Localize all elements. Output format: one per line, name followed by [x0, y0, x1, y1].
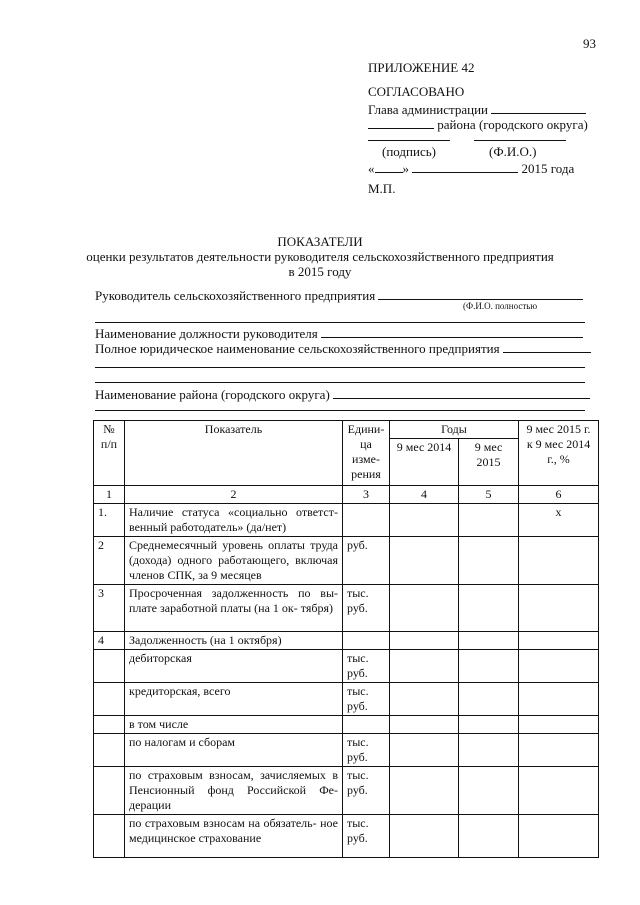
row-unit: тыс. руб. — [343, 585, 390, 632]
table-row — [94, 585, 599, 632]
row-indicator: Среднемесячный уровень оплаты труда (дохода) одного работающего, включая членов СПК, за 9 месяцев — [125, 537, 343, 585]
row-unit: тыс. руб. — [343, 767, 390, 815]
table-row — [94, 632, 599, 650]
page-number: 93 — [583, 36, 596, 51]
header-2014: 9 мес 2014 — [390, 439, 459, 486]
row-indicator: Наличие статуса «социально ответст- венный работодатель» (да/нет) — [125, 504, 343, 537]
row-ratio[interactable] — [519, 632, 599, 650]
date-close-quote: » — [402, 161, 409, 176]
district-line — [368, 116, 588, 133]
doc-title: ПОКАЗАТЕЛИ — [277, 234, 363, 249]
legal-name-rule-1[interactable] — [95, 367, 585, 368]
row-unit: тыс. руб. — [343, 683, 390, 716]
table-row — [94, 650, 599, 683]
row-indicator: Задолженность (на 1 октября) — [125, 632, 343, 650]
row-ratio: х — [519, 504, 599, 537]
legal-name-field — [95, 340, 591, 357]
col-number: 6 — [519, 486, 599, 504]
table-row — [94, 767, 599, 815]
month-blank[interactable] — [412, 160, 518, 173]
indicators-table — [93, 420, 599, 858]
fio-hint: (Ф.И.О. полностью — [463, 301, 538, 311]
row-value-2015[interactable] — [459, 585, 519, 632]
row-value-2015[interactable] — [459, 650, 519, 683]
row-indicator: дебиторская — [125, 650, 343, 683]
row-indicator: Просроченная задолженность по вы- плате заработной платы (на 1 ок- тября) — [125, 585, 343, 632]
row-value-2014[interactable] — [390, 632, 459, 650]
row-num: 4 — [94, 632, 125, 650]
row-value-2015[interactable] — [459, 632, 519, 650]
row-value-2015[interactable] — [459, 716, 519, 734]
row-value-2014[interactable] — [390, 815, 459, 858]
fio-caption: (Ф.И.О.) — [489, 144, 537, 159]
row-unit: тыс. руб. — [343, 650, 390, 683]
head-admin-blank[interactable] — [491, 101, 586, 114]
doc-subtitle: оценки результатов деятельности руководителя сельскохозяйственного предприятия — [86, 249, 554, 264]
signature-rule[interactable] — [368, 140, 450, 141]
row-indicator: по страховым взносам на обязатель- ное медицинское страхование — [125, 815, 343, 858]
row-value-2014[interactable] — [390, 650, 459, 683]
col-number: 4 — [390, 486, 459, 504]
row-num — [94, 716, 125, 734]
row-value-2014[interactable] — [390, 716, 459, 734]
row-value-2015[interactable] — [459, 683, 519, 716]
row-num — [94, 650, 125, 683]
row-value-2014[interactable] — [390, 537, 459, 585]
row-value-2014[interactable] — [390, 504, 459, 537]
row-ratio[interactable] — [519, 585, 599, 632]
head-field-blank[interactable] — [378, 287, 583, 300]
approved-label: СОГЛАСОВАНО — [368, 84, 465, 99]
row-num: 1. — [94, 504, 125, 537]
row-value-2015[interactable] — [459, 504, 519, 537]
row-value-2015[interactable] — [459, 815, 519, 858]
col-number: 5 — [459, 486, 519, 504]
row-unit: тыс. руб. — [343, 815, 390, 858]
table-row — [94, 734, 599, 767]
district-field-rule[interactable] — [95, 410, 585, 411]
legal-name-blank[interactable] — [503, 340, 591, 353]
row-ratio[interactable] — [519, 683, 599, 716]
date-line — [368, 160, 574, 177]
row-ratio[interactable] — [519, 767, 599, 815]
appendix-label: ПРИЛОЖЕНИЕ 42 — [368, 60, 475, 75]
position-field-label: Наименование должности руководителя — [95, 326, 318, 341]
header-num: № п/п — [94, 421, 125, 486]
district-field-label: Наименование района (городского округа) — [95, 387, 330, 402]
legal-name-rule-2[interactable] — [95, 382, 585, 383]
stamp-label: М.П. — [368, 181, 396, 196]
day-blank[interactable] — [375, 160, 403, 173]
row-value-2015[interactable] — [459, 537, 519, 585]
row-indicator: по страховым взносам, зачисляемых в Пенсионный фонд Российской Фе- дерации — [125, 767, 343, 815]
row-indicator: кредиторская, всего — [125, 683, 343, 716]
table-row — [94, 716, 599, 734]
head-field-label: Руководитель сельскохозяйственного предприятия — [95, 288, 376, 303]
row-num — [94, 683, 125, 716]
row-num — [94, 767, 125, 815]
position-field-blank[interactable] — [321, 325, 583, 338]
row-ratio[interactable] — [519, 537, 599, 585]
table-header-row — [94, 421, 599, 439]
signature-caption: (подпись) — [382, 144, 436, 159]
fio-rule[interactable] — [474, 140, 566, 141]
row-unit: руб. — [343, 537, 390, 585]
district-blank[interactable] — [368, 116, 434, 129]
col-number: 2 — [125, 486, 343, 504]
district-label: района (городского округа) — [437, 117, 588, 132]
row-unit — [343, 504, 390, 537]
col-number: 3 — [343, 486, 390, 504]
table-row — [94, 815, 599, 858]
row-num: 3 — [94, 585, 125, 632]
row-value-2014[interactable] — [390, 683, 459, 716]
row-num — [94, 815, 125, 858]
row-indicator: по налогам и сборам — [125, 734, 343, 767]
head-admin-label: Глава администрации — [368, 102, 489, 117]
table-row — [94, 683, 599, 716]
head-field-rule[interactable] — [95, 322, 585, 323]
row-unit: тыс. руб. — [343, 734, 390, 767]
row-unit — [343, 716, 390, 734]
row-ratio[interactable] — [519, 734, 599, 767]
row-value-2015[interactable] — [459, 734, 519, 767]
row-value-2014[interactable] — [390, 767, 459, 815]
row-ratio[interactable] — [519, 650, 599, 683]
header-indicator: Показатель — [125, 421, 343, 486]
table-row — [94, 537, 599, 585]
row-indicator: в том числе — [125, 716, 343, 734]
header-2015: 9 мес 2015 — [459, 439, 519, 486]
district-field — [95, 386, 590, 403]
table-row — [94, 504, 599, 537]
header-unit: Едини- ца изме- рения — [343, 421, 390, 486]
doc-year: в 2015 году — [288, 264, 352, 279]
row-value-2014[interactable] — [390, 585, 459, 632]
legal-name-label: Полное юридическое наименование сельскохозяйственного предприятия — [95, 341, 500, 356]
header-ratio: 9 мес 2015 г. к 9 мес 2014 г., % — [519, 421, 599, 486]
district-field-blank[interactable] — [333, 386, 590, 399]
row-value-2014[interactable] — [390, 734, 459, 767]
column-numbers-row — [94, 486, 599, 504]
date-open-quote: « — [368, 161, 375, 176]
header-years: Годы — [390, 421, 519, 439]
row-ratio[interactable] — [519, 815, 599, 858]
row-unit — [343, 632, 390, 650]
col-number: 1 — [94, 486, 125, 504]
row-num — [94, 734, 125, 767]
year-label: 2015 года — [521, 161, 575, 176]
row-num: 2 — [94, 537, 125, 585]
row-ratio[interactable] — [519, 716, 599, 734]
row-value-2015[interactable] — [459, 767, 519, 815]
